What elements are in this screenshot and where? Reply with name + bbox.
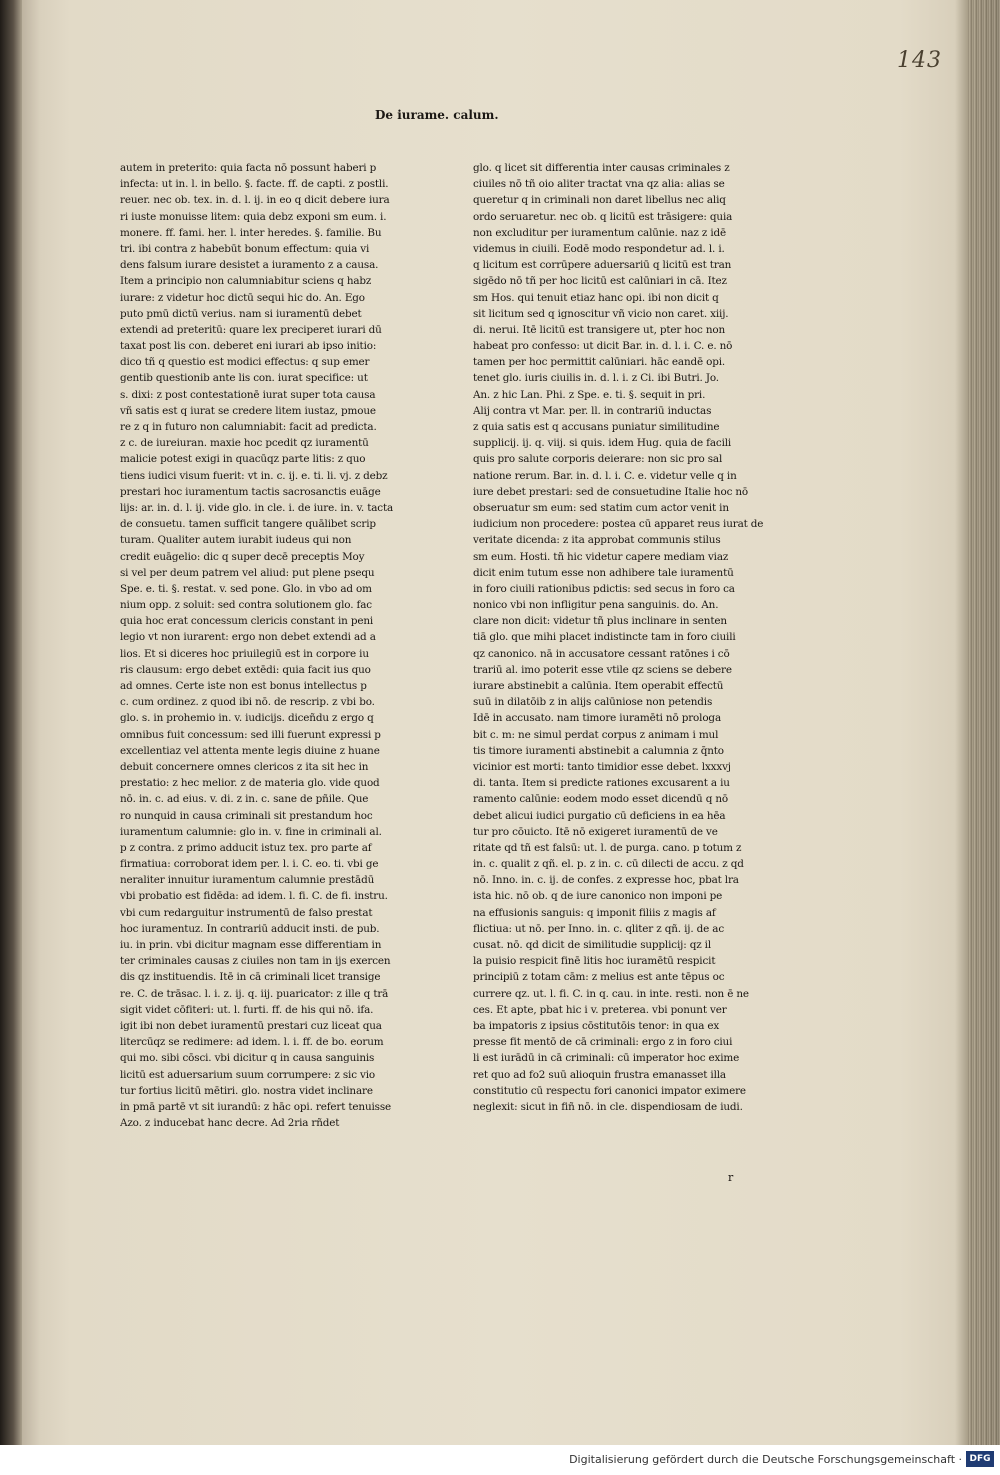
text-line: di. nerui. Itē licitū est transigere ut, pter hoc non <box>473 323 726 336</box>
funding-credit: Digitalisierung gefördert durch die Deutsche Forschungsgemeinschaft · <box>569 1453 962 1466</box>
text-line: sit licitum sed q ignoscitur vñ vicio non caret. xiij. <box>473 307 729 320</box>
text-line: ordo seruaretur. nec ob. q licitū est trāsigere: quia <box>473 210 733 223</box>
text-line: de consuetu. tamen sufficit tangere quālibet scrip <box>120 518 376 531</box>
text-line: constitutio cū respectu fori canonici impator eximere <box>473 1084 746 1097</box>
text-line: qz canonico. nā in accusatore cessant ratōnes i cō <box>473 647 730 660</box>
text-line: sm eum. Hosti. tñ hic videtur capere mediam viaz <box>473 550 729 563</box>
text-column-left <box>120 160 478 1131</box>
text-line: non excluditur per iuramentum calūnie. naz z idē <box>473 226 727 239</box>
text-line: igit ibi non debet iuramentū prestari cuz liceat qua <box>120 1019 382 1032</box>
text-line: in pmā partē vt sit iurandū: z hāc opi. refert tenuisse <box>120 1100 392 1113</box>
text-line: iure debet prestari: sed de consuetudine Italie hoc nō <box>473 485 749 498</box>
text-line: excellentiaz vel attenta mente legis diuine z huane <box>120 744 380 757</box>
text-line: vbi cum redarguitur instrumentū de falso prestat <box>120 906 373 919</box>
text-line: currere qz. ut. l. fi. C. in q. cau. in inte. resti. non ē ne <box>473 987 749 1000</box>
text-line: dico tñ q questio est modici effectus: q sup emer <box>120 356 370 369</box>
text-line: debuit concernere omnes clericos z ita sit hec in <box>120 760 369 773</box>
text-line: cusat. nō. qd dicit de similitudie supplicij: qz il <box>473 939 712 951</box>
text-line: Azo. z inducebat hanc decre. Ad 2ria rñdet <box>120 1117 340 1130</box>
text-line: iurare: z videtur hoc dictū sequi hic do. An. Ego <box>120 291 365 304</box>
text-line: glo. s. in prohemio in. v. iudicijs. diceñdu z ergo q <box>120 712 374 725</box>
text-line: na effusionis sanguis: q imponit filiis z magis af <box>473 906 716 919</box>
text-line: flictiua: ut nō. per Inno. in. c. qliter z qñ. ij. de ac <box>473 922 724 935</box>
text-line: neglexit: sicut in fiñ nō. in cle. dispendiosam de iudi. <box>473 1100 743 1113</box>
text-line: vñ satis est q iurat se credere litem iustaz, pmoue <box>120 404 376 417</box>
text-line: ret quo ad fo2 suū alioquin frustra emanasset illa <box>473 1068 726 1081</box>
text-line: lios. Et si diceres hoc priuilegiū est in corpore iu <box>120 647 369 660</box>
text-line: omnibus fuit concessum: sed illi fuerunt expressi p <box>120 728 381 741</box>
text-line: z quia satis est q accusans puniatur similitudine <box>473 421 720 433</box>
text-line: glo. q licet sit differentia inter causas criminales z <box>473 162 730 174</box>
text-line: Spe. e. ti. §. restat. v. sed pone. Glo. in vbo ad om <box>120 582 372 595</box>
text-line: iu. in prin. vbi dicitur magnam esse differentiam in <box>120 939 382 951</box>
text-line: debet alicui iudici purgatio cū deficiens in ea hēa <box>473 809 726 822</box>
text-column-right <box>473 160 773 1115</box>
signature-mark: r <box>728 1171 734 1184</box>
text-line: sigit videt cōfiteri: ut. l. furti. ff. de his qui nō. ifa. <box>120 1003 374 1016</box>
text-line: lijs: ar. in. d. l. ij. vide glo. in cle. i. de iure. in. v. tacta <box>120 501 394 514</box>
text-line: infecta: ut in. l. in bello. §. facte. ff. de capti. z postli. <box>120 178 389 191</box>
text-line: si vel per deum patrem vel aliud: put plene psequ <box>120 566 375 579</box>
text-line: z c. de iureiuran. maxie hoc pcedit qz iuramentū <box>120 437 369 450</box>
text-line: trariū al. imo poterit esse vtile qz sciens se debere <box>473 663 732 676</box>
folio-number: 143 <box>897 48 942 73</box>
text-line: taxat post lis con. deberet eni iurari ab ipso initio: <box>120 340 377 353</box>
text-line: turam. Qualiter autem iurabit iudeus qui non <box>120 534 352 547</box>
text-line: tis timore iuramenti abstinebit a calumnia z q̄nto <box>473 744 724 757</box>
text-line: quis pro salute corporis deierare: non sic pro sal <box>473 453 723 466</box>
text-line: prestari hoc iuramentum tactis sacrosanctis euāge <box>120 485 381 498</box>
text-line: ces. Et apte, pbat hic i v. preterea. vbi ponunt ver <box>473 1003 727 1016</box>
text-line: ista hic. nō ob. q de iure canonico non imponi pe <box>473 890 723 903</box>
text-line: ro nunquid in causa criminali sit prestandum hoc <box>120 809 373 822</box>
text-line: neraliter innuitur iuramentum calumnie prestādū <box>120 874 375 887</box>
text-line: di. tanta. Item si predicte rationes excusarent a iu <box>473 777 730 790</box>
text-line: Item a principio non calumniabitur sciens q habz <box>120 275 372 288</box>
text-line: li est iurādū in cā criminali: cū imperator hoc exime <box>473 1052 740 1065</box>
text-line: ritate qd tñ est falsū: ut. l. de purga. cano. p totum z <box>473 841 742 854</box>
text-line: firmatiua: corroborat idem per. l. i. C. eo. ti. vbi ge <box>120 858 379 871</box>
text-line: suū in dilatōib z in alijs calūniose non petendis <box>473 696 713 709</box>
text-line: p z contra. z primo adducit istuz tex. pro parte af <box>120 841 372 854</box>
text-line: ad omnes. Certe iste non est bonus intellectus p <box>120 680 367 692</box>
text-line: nō. Inno. in. c. ij. de confes. z expresse hoc, pbat lra <box>473 874 739 887</box>
text-line: videmus in ciuili. Eodē modo respondetur ad. l. i. <box>473 242 725 255</box>
text-line: dis qz instituendis. Itē in cā criminali licet transige <box>120 971 381 984</box>
text-line: monere. ff. fami. her. l. inter heredes. §. familie. Bu <box>120 226 382 239</box>
text-line: queretur q in criminali non daret libellus nec aliq <box>473 194 726 207</box>
text-line: credit euāgelio: dic q super decē preceptis Moy <box>120 550 365 563</box>
binding-gutter <box>0 0 22 1445</box>
text-line: litercūqz se redimere: ad idem. l. i. ff. de bo. eorum <box>120 1036 384 1049</box>
text-line: dens falsum iurare desistet a iuramento z a causa. <box>120 259 379 272</box>
text-line: ri iuste monuisse litem: quia debz exponi sm eum. i. <box>120 210 387 223</box>
text-line: s. dixi: z post contestationē iurat super tota causa <box>120 388 376 401</box>
text-line: c. cum ordinez. z quod ibi nō. de rescrip. z vbi bo. <box>120 696 375 709</box>
text-line: obseruatur sm eum: sed statim cum actor venit in <box>473 501 729 514</box>
text-line: presse fit mentō de cā criminali: ergo z in foro ciui <box>473 1036 733 1049</box>
text-line: principiū z totam cām: z melius est ante tēpus oc <box>473 971 725 984</box>
text-line: nium opp. z soluit: sed contra solutionem glo. fac <box>120 599 372 612</box>
text-line: ris clausum: ergo debet extēdi: quia facit ius quo <box>120 663 371 676</box>
text-line: ciuiles nō tñ oio aliter tractat vna qz alia: alias se <box>473 178 725 191</box>
text-line: Alij contra vt Mar. per. ll. in contrariū inductas <box>473 404 712 417</box>
text-line: sigēdo nō tñ per hoc licitū est calūniari in cā. Itez <box>473 275 727 288</box>
text-line: veritate dicenda: z ita approbat communis stilus <box>473 534 721 547</box>
text-line: re. C. de trāsac. l. i. z. ij. q. iij. puaricator: z ille q trā <box>120 987 389 1000</box>
text-line: la puisio respicit finē litis hoc iuramētū respicit <box>473 955 716 968</box>
text-line: reuer. nec ob. tex. in. d. l. ij. in eo q dicit debere iura <box>120 194 390 207</box>
text-line: in foro ciuili rationibus pdictis: sed secus in foro ca <box>473 582 735 595</box>
text-line: Idē in accusato. nam timore iuramēti nō prologa <box>473 712 721 725</box>
text-line: nonico vbi non infligitur pena sanguinis. do. An. <box>473 599 719 612</box>
text-line: supplicij. ij. q. viij. si quis. idem Hug. quia de facili <box>473 437 732 450</box>
text-line: habeat pro confesso: ut dicit Bar. in. d. l. i. C. e. nō <box>473 340 733 353</box>
text-line: q licitum est corrūpere aduersariū q licitū est tran <box>473 259 732 272</box>
running-head: De iurame. calum. <box>375 108 499 122</box>
text-line: gentib questionib ante lis con. iurat specifice: ut <box>120 372 368 385</box>
text-line: natione rerum. Bar. in. d. l. i. C. e. videtur velle q in <box>473 469 737 482</box>
text-line: malicie potest exigi in quacūqz parte litis: z quo <box>120 453 366 466</box>
footer-bar <box>0 1445 1000 1475</box>
text-line: sm Hos. qui tenuit etiaz hanc opi. ibi non dicit q <box>473 291 719 304</box>
text-line: re z q in futuro non calumniabit: facit ad predicta. <box>120 421 377 433</box>
text-line: clare non dicit: videtur tñ plus inclinare in senten <box>473 615 727 628</box>
text-line: quia hoc erat concessum clericis constant in peni <box>120 615 374 628</box>
text-line: tri. ibi contra z habebūt bonum effectum: quia vi <box>120 242 370 255</box>
text-line: tur pro cōuicto. Itē nō exigeret iuramentū de ve <box>473 825 718 838</box>
text-line: ter criminales causas z ciuiles non tam in ijs exercen <box>120 955 391 968</box>
text-line: ramento calūnie: eodem modo esset dicendū q nō <box>473 793 728 806</box>
text-line: tenet glo. iuris ciuilis in. d. l. i. z Ci. ibi Butri. Jo. <box>473 372 719 385</box>
text-line: qui mo. sibi cōsci. vbi dicitur q in causa sanguinis <box>120 1052 375 1065</box>
text-line: vbi probatio est fidēda: ad idem. l. fi. C. de fi. instru. <box>120 890 388 903</box>
text-line: iurare abstinebit a calūnia. Item operabit effectū <box>473 680 724 692</box>
text-line: puto pmū dictū verius. nam si iuramentū debet <box>120 307 362 320</box>
text-line: tur fortius licitū mētiri. glo. nostra videt inclinare <box>120 1084 373 1097</box>
text-line: An. z hic Lan. Phi. z Spe. e. ti. §. sequit in pri. <box>473 388 706 401</box>
text-line: legio vt non iurarent: ergo non debet extendi ad a <box>120 631 376 644</box>
text-line: vicinior est morti: tanto timidior esse debet. lxxxvj <box>473 760 731 773</box>
text-line: autem in preterito: quia facta nō possunt haberi p <box>120 162 377 174</box>
text-line: nō. in. c. ad eius. v. di. z in. c. sane de pñile. Que <box>120 793 369 806</box>
text-line: hoc iuramentuz. In contrariū adducit insti. de pub. <box>120 922 380 935</box>
text-line: licitū est aduersarium suum corrumpere: z sic vio <box>120 1068 376 1081</box>
dfg-logo[interactable]: DFG <box>966 1451 994 1467</box>
text-line: iuramentum calumnie: glo in. v. fine in criminali al. <box>120 825 382 838</box>
text-line: dicit enim tutum esse non adhibere tale iuramentū <box>473 566 734 579</box>
text-line: tiens iudici visum fuerit: vt in. c. ij. e. ti. li. vj. z debz <box>120 469 388 482</box>
text-line: prestatio: z hec melior. z de materia glo. vide quod <box>120 777 380 790</box>
text-line: iudicium non procedere: postea cū apparet reus iurat de <box>473 518 764 531</box>
text-line: bit c. m: ne simul perdat corpus z animam i mul <box>473 728 719 741</box>
text-line: extendi ad preteritū: quare lex preciperet iurari dū <box>120 323 382 336</box>
page-edges <box>968 0 1000 1445</box>
text-line: tamen per hoc permittit calūniari. hāc eandē opi. <box>473 356 726 369</box>
text-line: ba impatoris z ipsius cōstitutōis tenor: in qua ex <box>473 1019 720 1032</box>
text-line: in. c. qualit z qñ. el. p. z in. c. cū dilecti de accu. z qd <box>473 858 744 871</box>
text-line: tiā glo. que mihi placet indistincte tam in foro ciuili <box>473 631 736 644</box>
